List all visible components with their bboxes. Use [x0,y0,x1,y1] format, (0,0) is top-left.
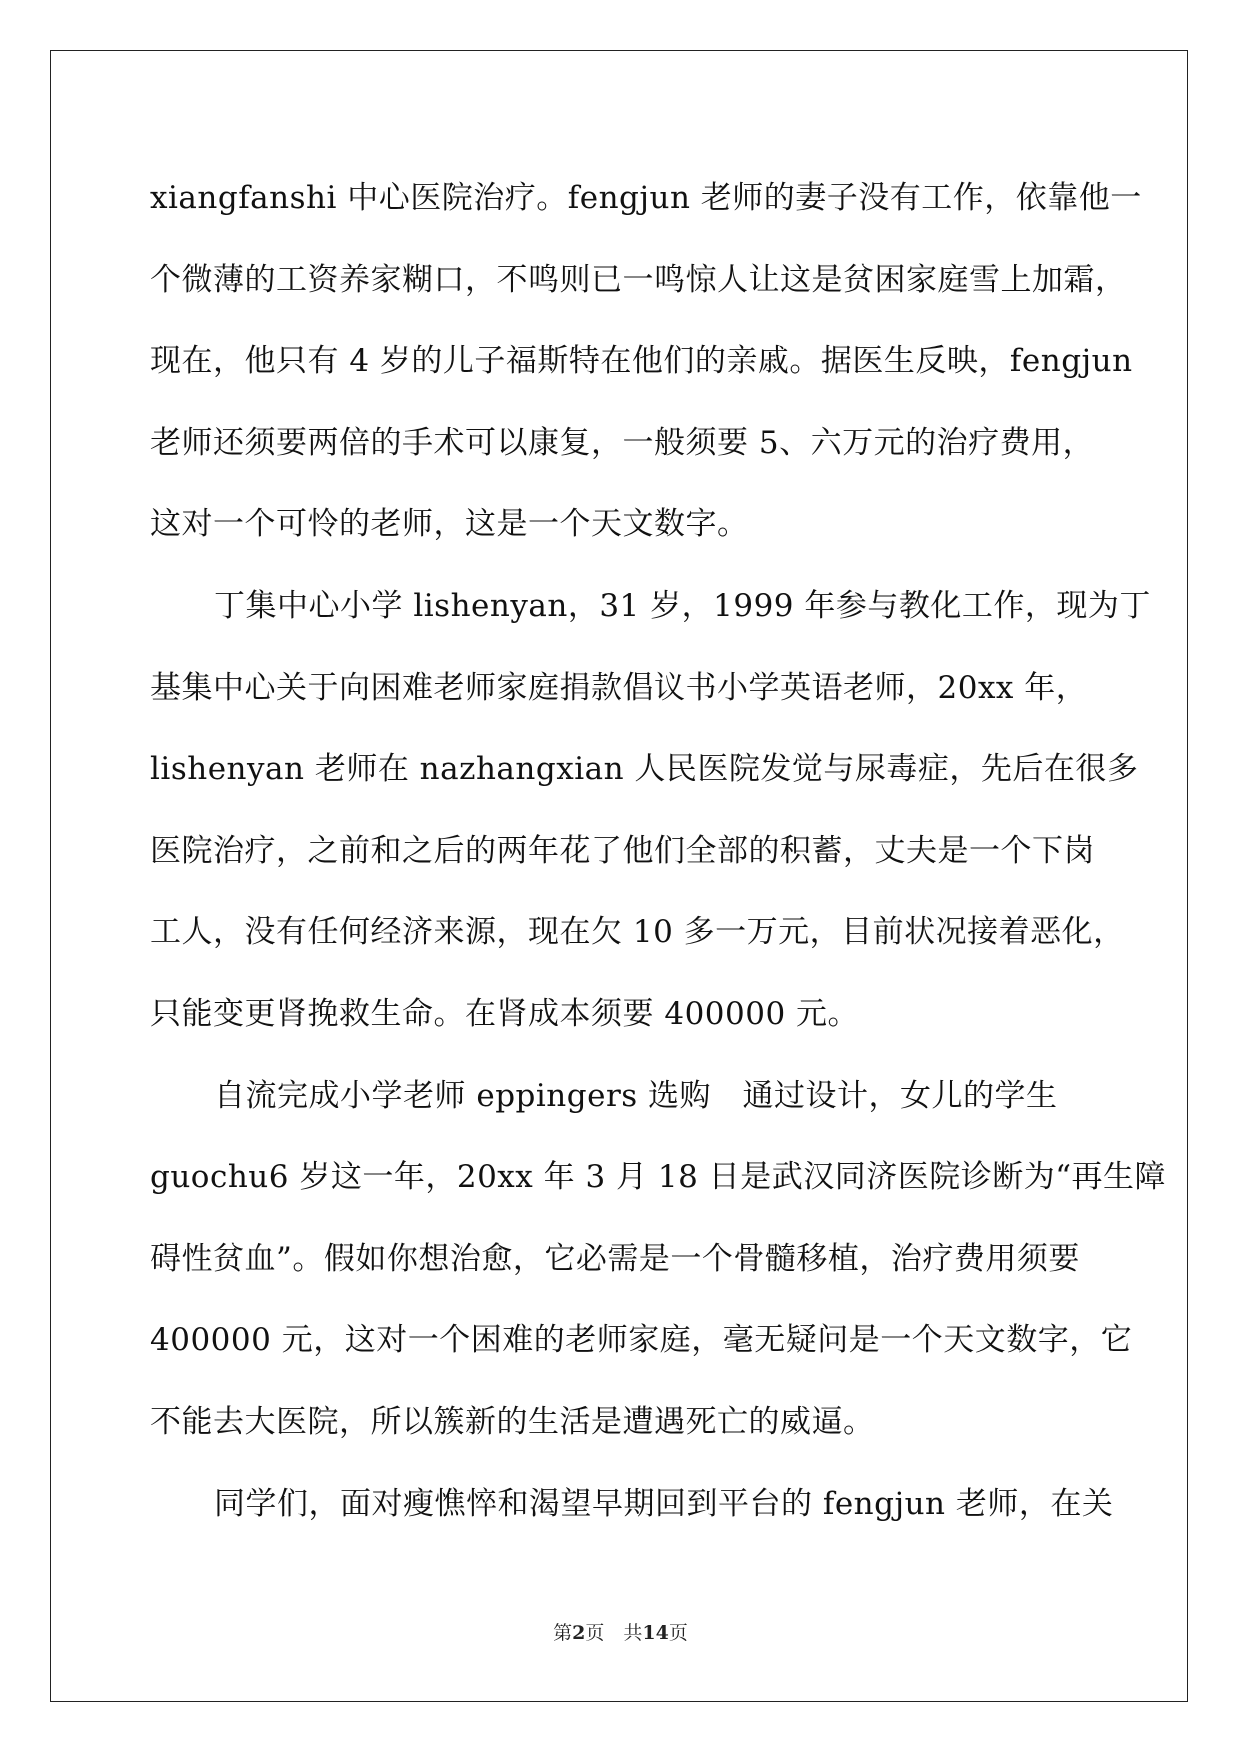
footer-middle: 页 共 [585,1622,643,1644]
text-line: 工人，没有任何经济来源，现在欠 10 多一万元，目前状况接着恶化， [150,914,1125,951]
footer-prefix: 第 [553,1622,573,1644]
footer-suffix: 页 [668,1622,688,1644]
text-line: 不能去大医院，所以簇新的生活是遭遇死亡的威逼。 [150,1403,875,1440]
current-page-number: 2 [572,1622,586,1644]
text-line: 400000 元，这对一个困难的老师家庭，毫无疑问是一个天文数字，它 [150,1322,1133,1359]
text-line: 这对一个可怜的老师，这是一个天文数字。 [150,506,749,543]
paragraph-start-line: 自流完成小学老师 eppingers 选购 通过设计，女儿的学生 [214,1077,1058,1114]
text-line: 医院治疗，之前和之后的两年花了他们全部的积蓄，丈夫是一个下岗 [150,832,1095,869]
page-footer [0,1618,1241,1645]
paragraph-start-line: 丁集中心小学 lishenyan，31 岁，1999 年参与教化工作，现为丁 [214,587,1151,624]
text-line: 个微薄的工资养家糊口，不鸣则已一鸣惊人让这是贫困家庭雪上加霜， [150,261,1127,298]
document-body [150,158,1167,1545]
text-line: 只能变更肾挽救生命。在肾成本须要 400000 元。 [150,995,860,1032]
text-line: guochu6 岁这一年，20xx 年 3 月 18 日是武汉同济医院诊断为“再生障 [150,1159,1167,1196]
text-line: xiangfanshi 中心医院治疗。fengjun 老师的妻子没有工作，依靠他一 [150,180,1142,216]
text-line: lishenyan 老师在 nazhangxian 人民医院发觉与尿毒症，先后在很多 [150,751,1139,788]
text-line: 现在，他只有 4 岁的儿子福斯特在他们的亲戚。据医生反映，fengjun [150,343,1133,380]
text-line: 碍性贫血”。假如你想治愈，它必需是一个骨髓移植，治疗费用须要 [150,1240,1080,1277]
text-line: 老师还须要两倍的手术可以康复，一般须要 5、六万元的治疗费用， [150,424,1095,461]
paragraph-start-line: 同学们，面对瘦憔悴和渴望早期回到平台的 fengjun 老师，在关 [214,1485,1114,1522]
text-line: 基集中心关于向困难老师家庭捐款倡议书小学英语老师，20xx 年， [150,669,1088,706]
total-page-count: 14 [642,1622,669,1644]
